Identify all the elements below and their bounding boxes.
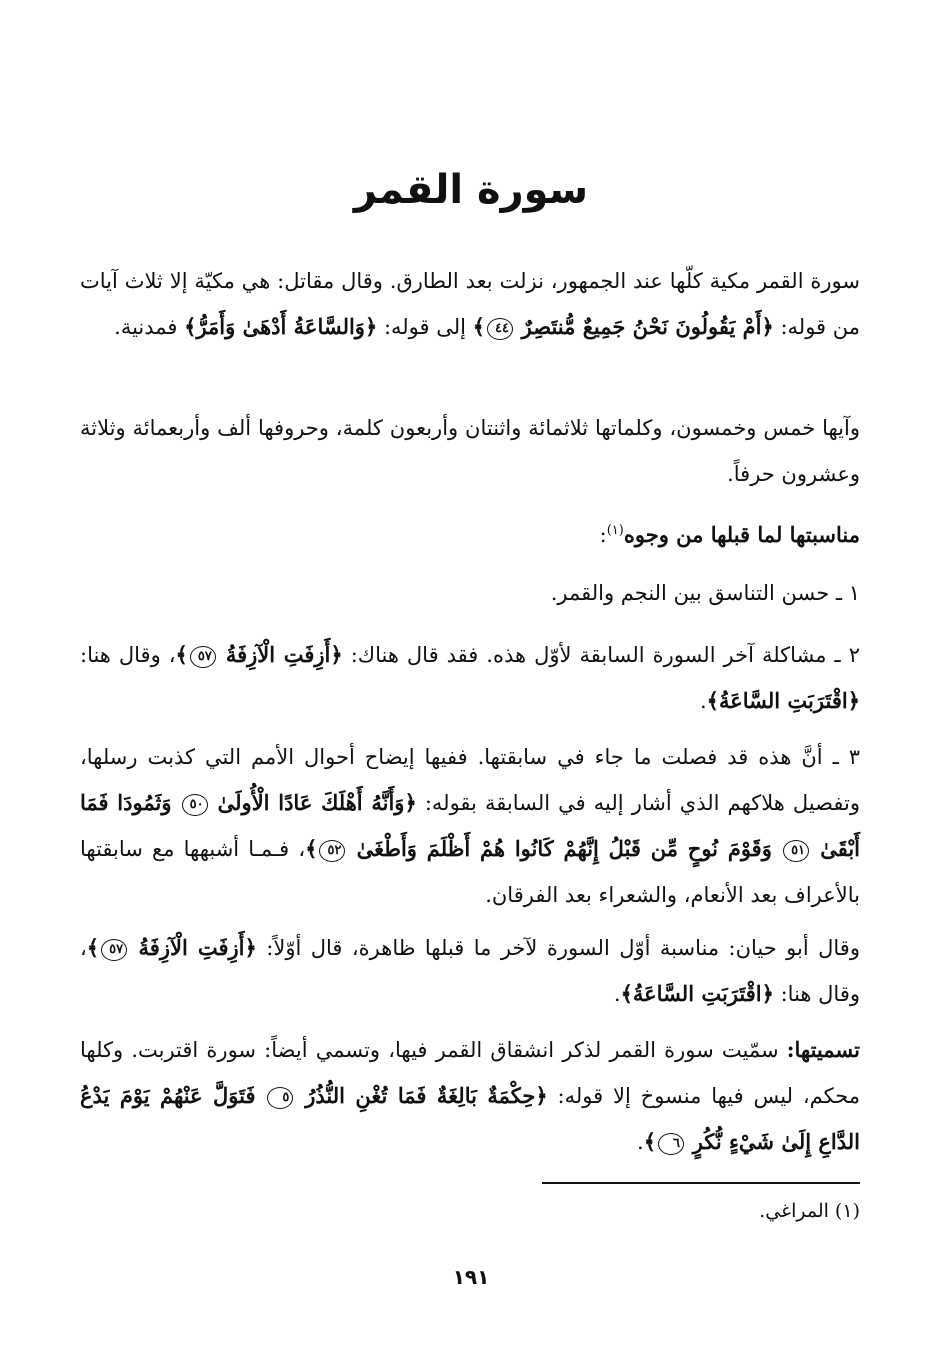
footnote-reference[interactable]: (١) [606, 523, 624, 538]
quran-quote-2: ﴿وَالسَّاعَةُ أَدْهَىٰ وَأَمَرُّ﴾ [184, 314, 378, 339]
verse-number-marker: ٥٧ [190, 646, 216, 668]
point-2-quote-1-end: ﴾ [175, 642, 188, 667]
surah-title: سورة القمر [353, 167, 589, 213]
verse-number-marker: ٥١ [783, 840, 809, 862]
abu-hayyan-paragraph [80, 925, 860, 1017]
point-2-text-1: ٢ ـ مشاكلة آخر السورة السابقة لأوّل هذه. فقد قال هناك: [342, 643, 860, 667]
verse-number-marker: ٤٤ [487, 318, 513, 340]
point-3-text-2: ، فـمـا أشبهها مع سابقتها بالأعراف بعد الأنعام، والشعراء بعد الفرقان. [80, 837, 860, 907]
point-3-quote-3-end: ﴾ [305, 836, 318, 861]
quran-quote-1-end: ﴾ [472, 314, 485, 339]
relation-heading-colon: : [599, 523, 607, 547]
point-2-quote-1: ﴿أَزِفَتِ الْآزِفَةُ [225, 642, 343, 667]
verse-number-marker: ٥ [267, 1087, 293, 1109]
abu-hayyan-quote-2: ﴿اقْتَرَبَتِ السَّاعَةُ﴾ [620, 981, 774, 1006]
point-3-quote-1: ﴿وَأَنَّهُ أَهْلَكَ عَادًا الْأُولَىٰ [217, 790, 417, 815]
verse-number-marker: ٥٠ [182, 794, 208, 816]
naming-paragraph [80, 1027, 860, 1165]
intro-paragraph [80, 258, 860, 350]
naming-quote-2-end: ﴾ [643, 1129, 657, 1154]
verse-number-marker: ٥٢ [319, 840, 345, 862]
naming-quote-1: ﴿حِكْمَةٌ بَالِغَةٌ فَمَا تُغْنِ النُّذُرُ [305, 1083, 548, 1108]
intro-text-2: إلى قوله: [377, 315, 473, 339]
relation-heading [80, 508, 860, 558]
page-number: ١٩١ [452, 1265, 490, 1289]
intro-text-1: سورة القمر مكية كلّها عند الجمهور، نزلت بعد الطارق. وقال مقاتل: هي مكيّة إلا ثلاث آيات من قوله: [80, 269, 860, 339]
intro-text-3: فمدنية. [114, 315, 185, 339]
verse-number-marker: ٦ [658, 1133, 684, 1155]
point-3-quote-2: وَثَمُودَا فَمَا أَبْقَىٰ [80, 790, 861, 861]
naming-text-1: سمّيت سورة القمر لذكر انشقاق القمر فيها، وتسمي أيضاً: سورة اقتربت. وكلها محكم، ليس فيها منسوخ إلا قوله: [80, 1038, 860, 1108]
point-2-text-2: ، وقال هنا: [80, 643, 176, 667]
point-2 [80, 632, 860, 724]
abu-hayyan-text-2: ، وقال هنا: [80, 936, 860, 1006]
verse-number-marker: ٥٧ [101, 939, 127, 961]
abu-hayyan-text-1: وقال أبو حيان: مناسبة أوّل السورة لآخر ما قبلها ظاهرة، قال أوّلاً: [256, 936, 860, 960]
point-3-text-1: ٣ ـ أنَّ هذه قد فصلت ما جاء في سابقتها. ففيها إيضاح أحوال الأمم التي كذبت رسلها، وتفصيل هلاكهم الذي أشار إليه في السابقة بقوله: [80, 745, 860, 815]
quran-quote-1: ﴿أَمْ يَقُولُونَ نَحْنُ جَمِيعٌ مُّنتَصِرٌ [521, 314, 774, 339]
footnote: (١) المراغي. [759, 1200, 860, 1222]
relation-heading-text: مناسبتها لما قبلها من وجوه [623, 522, 860, 547]
point-3-quote-3: وَقَوْمَ نُوحٍ مِّن قَبْلُ إِنَّهُمْ كَانُوا هُمْ أَظْلَمَ وَأَطْغَىٰ [356, 836, 772, 861]
abu-hayyan-quote-1-end: ﴾ [86, 935, 100, 960]
point-2-text-3: . [699, 689, 707, 713]
naming-text-2: . [637, 1130, 644, 1154]
point-1: ١ ـ حسن التناسق بين النجم والقمر. [550, 581, 860, 605]
abu-hayyan-quote-1: ﴿أَزِفَتِ الْآزِفَةُ [138, 935, 257, 960]
naming-heading: تسميتها: [786, 1037, 860, 1062]
footnote-divider [542, 1182, 860, 1184]
abu-hayyan-text-3: . [613, 982, 621, 1006]
naming-quote-2: فَتَوَلَّ عَنْهُمْ يَوْمَ يَدْعُ الدَّاعِ إِلَىٰ شَيْءٍ نُّكُرٍ [80, 1083, 860, 1154]
point-2-quote-2: ﴿اقْتَرَبَتِ السَّاعَةُ﴾ [706, 688, 860, 713]
point-3 [80, 734, 860, 918]
verse-count-paragraph: وآيها خمس وخمسون، وكلماتها ثلاثمائة واثنتان وأربعون كلمة، وحروفها ألف وأربعمائة وثلاثة وعشرون حرفاً. [80, 416, 860, 486]
